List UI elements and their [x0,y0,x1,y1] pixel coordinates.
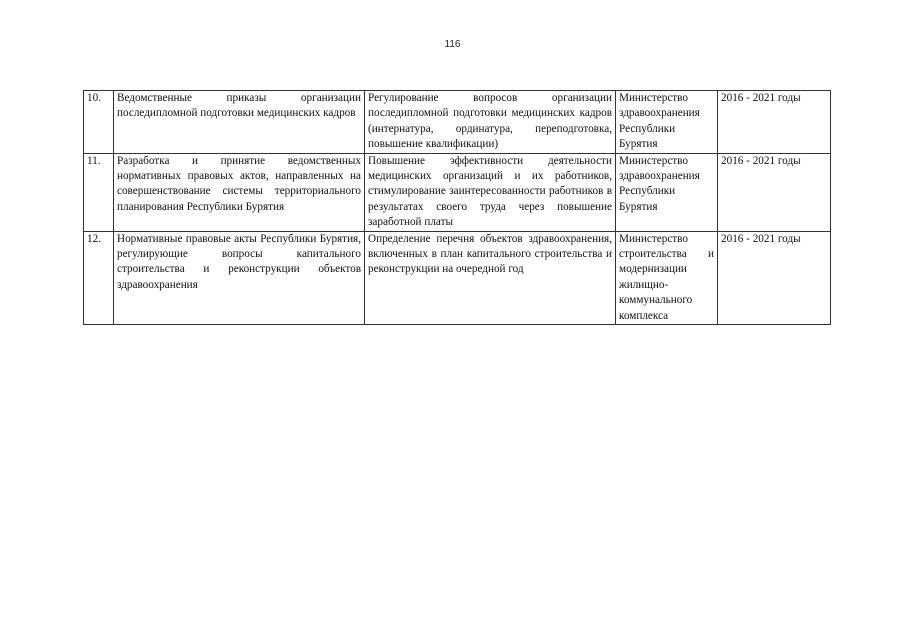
term-cell: 2016 - 2021 годы [718,91,831,154]
term-cell: 2016 - 2021 годы [718,231,831,324]
measure-goal-cell: Повышение эффективности деятельности медицинских организаций и их работников, стимулирование заинтересованности работников в результатах своего труда через повышение заработной платы [365,153,616,231]
page-number: 116 [444,39,461,50]
measure-goal-cell: Определение перечня объектов здравоохранения, включенных в план капитального строительства и реконструкции на очередной год [365,231,616,324]
row-number-cell: 12. [84,231,114,324]
measure-name-cell: Ведомственные приказы организации последипломной подготовки медицинских кадров [114,91,365,154]
responsible-cell: Министерство здравоохранения Республики Бурятия [616,153,718,231]
measure-name-cell: Разработка и принятие ведомственных нормативных правовых актов, направленных на совершенствование системы территориального планирования Республики Бурятия [114,153,365,231]
responsible-cell: Министерство строительства и модернизации жилищно-коммунального комплекса [616,231,718,324]
responsible-cell: Министерство здравоохранения Республики Бурятия [616,91,718,154]
table-row [84,231,831,324]
measure-goal-cell: Регулирование вопросов организации последипломной подготовки медицинских кадров (интернатура, ординатура, переподготовка, повышение квалификации) [365,91,616,154]
row-number-cell: 11. [84,153,114,231]
row-number-cell: 10. [84,91,114,154]
table-row [84,91,831,154]
measure-name-cell: Нормативные правовые акты Республики Бурятия, регулирующие вопросы капитального строительства и реконструкции объектов здравоохранения [114,231,365,324]
measures-table [83,90,831,325]
term-cell: 2016 - 2021 годы [718,153,831,231]
table-row [84,153,831,231]
